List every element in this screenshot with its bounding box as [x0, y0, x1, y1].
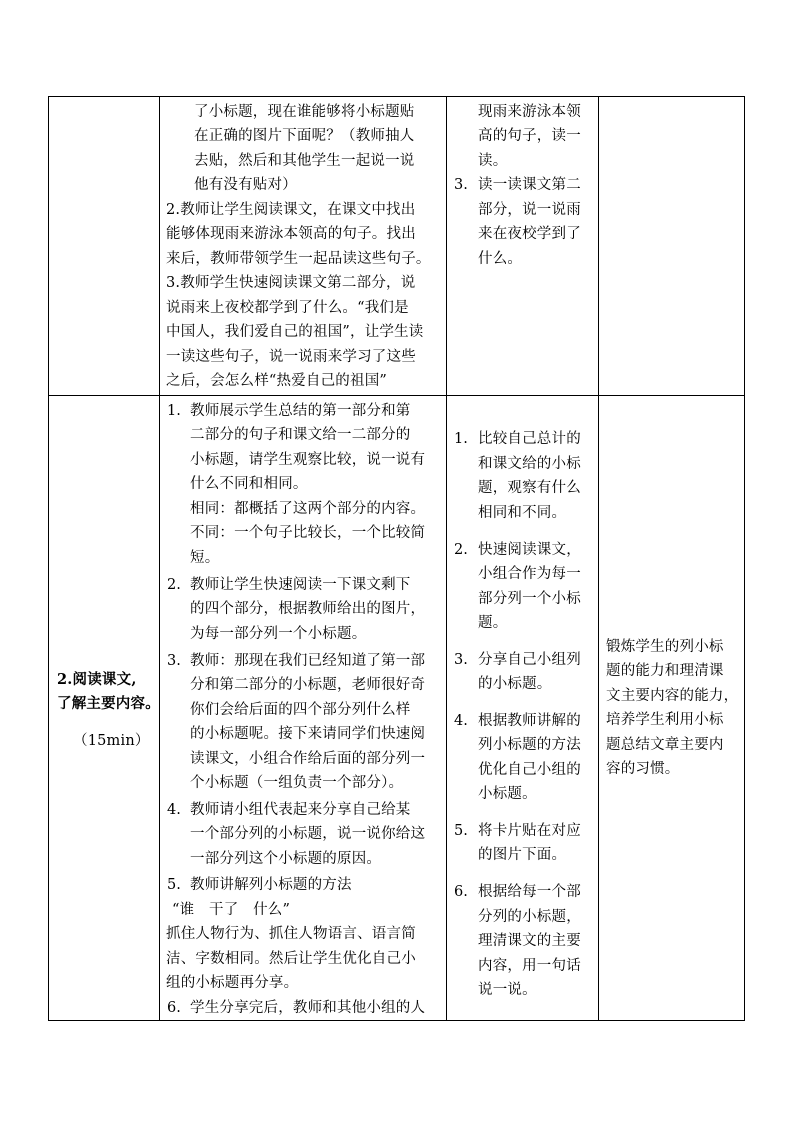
list-number: 2. [454, 542, 468, 558]
text-line: 中国人，我们爱自己的祖国”，让学生读 [166, 324, 424, 340]
text-line: 个小标题（一组负责一个部分）。 [190, 775, 404, 791]
text-line: 3.教师学生快速阅读课文第二部分，说 [166, 275, 416, 291]
text-line: 的小标题。 [478, 676, 552, 692]
text-line: “谁 干了 什么” [172, 902, 291, 918]
text-line: 不同：一个句子比较长，一个比较简 [190, 525, 426, 541]
text-line: 读一读课文第二 [478, 177, 581, 193]
text-line: 相同：都概括了这两个部分的内容。 [190, 501, 426, 517]
list-number: 3. [454, 652, 468, 668]
text-line: 说雨来上夜校都学到了什么。“我们是 [166, 300, 409, 316]
text-line: 能够体现雨来游泳本领高的句子。找出 [166, 226, 416, 242]
text-line: 的四个部分，根据教师给出的图片， [190, 601, 426, 617]
text-line: 教师请小组代表起来分享自己给某 [190, 802, 411, 818]
text-line: 优化自己小组的 [478, 762, 581, 778]
text-line: 文主要内容的能力， [606, 688, 739, 704]
text-line: 将卡片贴在对应 [478, 823, 581, 839]
text-line: 什么。 [478, 251, 523, 267]
stage-title-line2: 了解主要内容。 [57, 695, 160, 712]
text-line: 根据给每一个部 [478, 884, 581, 900]
text-line: 分列的小标题， [478, 909, 581, 925]
text-line: 小标题。 [478, 786, 537, 802]
text-line: 部分，说一说雨 [478, 202, 581, 218]
text-line: 分享自己小组列 [478, 652, 581, 668]
text-line: 你们会给后面的四个部分列什么样 [190, 702, 411, 718]
text-line: 容的习惯。 [606, 761, 680, 777]
text-line: 教师：那现在我们已经知道了第一部 [190, 653, 426, 669]
text-line: 之后，会怎么样“热爱自己的祖国” [166, 373, 388, 389]
text-line: 内容，用一句话 [478, 958, 581, 974]
stage-title-line1: 2.阅读课文, [57, 671, 137, 688]
text-line: 洁、字数相同。然后让学生优化自己小 [166, 951, 416, 967]
text-line: 列小标题的方法 [478, 737, 581, 753]
list-number: 5. [167, 877, 181, 893]
text-line: 题，观察有什么 [478, 480, 581, 496]
list-number: 1. [454, 431, 468, 447]
list-number: 5. [454, 823, 468, 839]
table-col-divider-2 [446, 96, 447, 1021]
text-line: 的小标题呢。接下来请同学们快速阅 [190, 726, 426, 742]
text-line: 在正确的图片下面呢？（教师抽人 [194, 128, 415, 144]
text-line: 说一说。 [478, 982, 537, 998]
text-line: 去贴，然后和其他学生一起说一说 [194, 153, 415, 169]
text-line: 高的句子，读一 [478, 128, 581, 144]
list-number: 6. [167, 1000, 181, 1016]
text-line: 教师讲解列小标题的方法 [190, 877, 352, 893]
table-right-border [744, 96, 745, 1021]
text-line: 题的能力和理清课 [606, 663, 724, 679]
text-line: 题总结文章主要内 [606, 737, 724, 753]
table-col-divider-1 [159, 96, 160, 1021]
text-line: 比较自己总计的 [478, 431, 581, 447]
text-line: 分和第二部分的小标题，老师很好奇 [190, 677, 426, 693]
text-line: 的图片下面。 [478, 847, 567, 863]
text-line: 相同和不同。 [478, 505, 567, 521]
text-line: 和课文给的小标 [478, 456, 581, 472]
text-line: 题。 [478, 615, 508, 631]
list-number: 4. [454, 713, 468, 729]
table-col-divider-3 [598, 96, 599, 1021]
text-line: 培养学生利用小标 [606, 712, 724, 728]
text-line: 为每一部分列一个小标题。 [190, 626, 367, 642]
text-line: 组的小标题再分享。 [166, 975, 299, 991]
list-number: 4. [167, 802, 181, 818]
table-left-border [48, 96, 49, 1021]
text-line: 小标题，请学生观察比较，说一说有 [190, 452, 426, 468]
list-number: 3. [454, 177, 468, 193]
list-number: 6. [454, 884, 468, 900]
list-number: 1. [167, 403, 181, 419]
table-top-border [48, 96, 745, 97]
text-line: 学生分享完后，教师和其他小组的人 [190, 1000, 426, 1016]
text-line: 来在夜校学到了 [478, 226, 581, 242]
text-line: 根据教师讲解的 [478, 713, 581, 729]
list-number: 2. [167, 577, 181, 593]
text-line: 小组合作为每一 [478, 566, 581, 582]
text-line: 教师展示学生总结的第一部分和第 [190, 403, 411, 419]
text-line: 一个部分列的小标题，说一说你给这 [190, 826, 426, 842]
text-line: 二部分的句子和课文给一二部分的 [190, 427, 411, 443]
text-line: 快速阅读课文， [478, 542, 581, 558]
text-line: 他有没有贴对） [194, 177, 297, 193]
text-line: 了小标题，现在谁能够将小标题贴 [194, 104, 415, 120]
text-line: 读课文，小组合作给后面的部分列一 [190, 751, 426, 767]
stage-time: （15min） [73, 733, 150, 749]
text-line: 读。 [478, 153, 508, 169]
text-line: 抓住人物行为、抓住人物语言、语言简 [166, 926, 416, 942]
text-line: 来后，教师带领学生一起品读这些句子。 [166, 251, 431, 267]
text-line: 部分列一个小标 [478, 591, 581, 607]
text-line: 锻炼学生的列小标 [606, 639, 724, 655]
text-line: 一读这些句子，说一说雨来学习了这些 [166, 349, 416, 365]
text-line: 理清课文的主要 [478, 933, 581, 949]
text-line: 现雨来游泳本领 [478, 104, 581, 120]
text-line: 什么不同和相同。 [190, 476, 308, 492]
text-line: 2.教师让学生阅读课文，在课文中找出 [166, 202, 416, 218]
list-number: 3. [167, 653, 181, 669]
text-line: 一部分列这个小标题的原因。 [190, 851, 382, 867]
table-row-divider [48, 395, 745, 396]
text-line: 教师让学生快速阅读一下课文剩下 [190, 577, 411, 593]
text-line: 短。 [190, 550, 220, 566]
